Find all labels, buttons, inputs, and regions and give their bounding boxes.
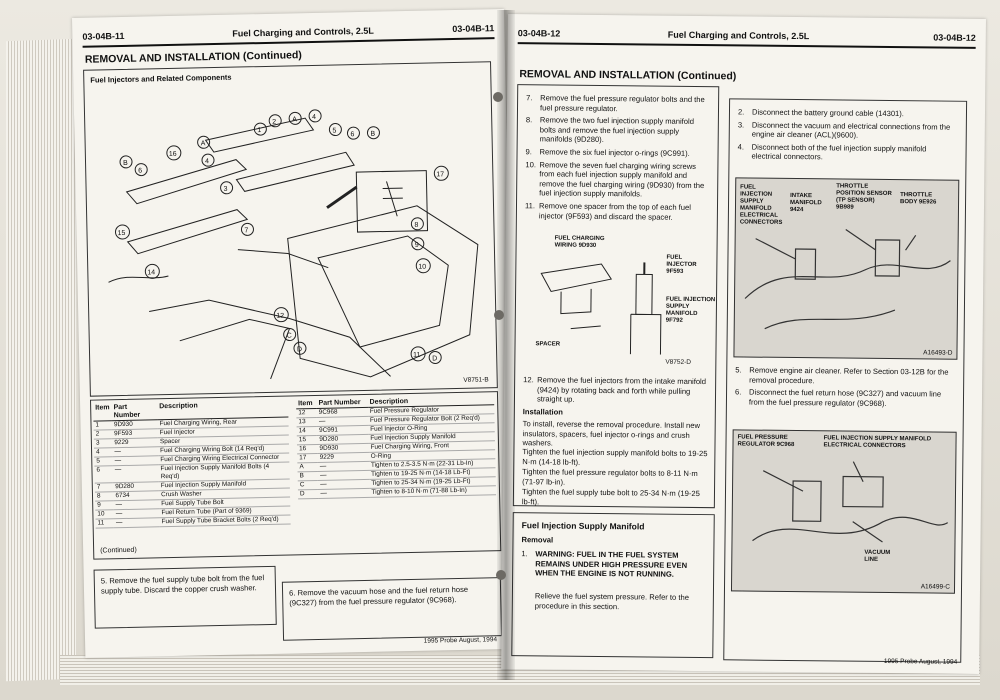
svg-text:5: 5 (332, 127, 337, 135)
step-12 (523, 375, 709, 409)
table-cell-item: 15 (297, 435, 318, 444)
step-text: Disconnect the fuel return hose (9C327) and vacuum line from the fuel pressure regulator (9C968). (748, 387, 942, 408)
page-footer: 1995 Probe August, 1994 (423, 636, 498, 645)
table-cell-item: 13 (296, 417, 317, 426)
table-cell-part: — (318, 461, 369, 471)
table-cell-part: 9D930 (112, 420, 158, 430)
table-cell-desc: Fuel Injection Supply Manifold (368, 432, 495, 444)
svg-text:14: 14 (147, 269, 156, 277)
page-code: 03-04B-12 (517, 28, 561, 39)
step-text: Remove the fuel pressure regulator bolts and the fuel pressure regulator. (539, 93, 705, 113)
label-connectors: FUEL INJECTION SUPPLY MANIFOLD ELECTRICAL CONNECTORS (739, 184, 783, 226)
page-header-title: Fuel Charging and Controls, 2.5L (232, 25, 374, 39)
parts-table-right (296, 396, 496, 499)
table-cell-item: 14 (297, 426, 318, 435)
page-header-title: Fuel Charging and Controls, 2.5L (667, 29, 810, 42)
page-code: 03-04B-11 (82, 30, 125, 42)
svg-text:2: 2 (272, 118, 277, 126)
column-1-box (513, 84, 719, 508)
step-number: 1. (521, 549, 528, 559)
box-subtitle: Removal (521, 535, 554, 545)
label-pressure-regulator: FUEL PRESSURE REGULATOR 9C968 (737, 434, 795, 449)
col-item: Item (93, 404, 112, 421)
step-number: 8. (525, 115, 533, 125)
table-cell-item: 9 (95, 501, 114, 510)
step-number: 10. (525, 159, 537, 169)
table-cell-item: B (298, 471, 319, 480)
svg-text:A: A (292, 116, 297, 124)
step-number: 9. (525, 147, 532, 157)
step-number: 6. (735, 387, 742, 397)
table-cell-part: 9229 (112, 438, 158, 448)
procedure-step (525, 201, 711, 222)
table-cell-item: 6 (94, 466, 113, 483)
table-cell-item: 16 (297, 444, 318, 453)
table-cell-desc: Fuel Return Tube (Part of 9369) (159, 506, 290, 518)
page-code-right: 03-04B-12 (933, 32, 976, 43)
step-text: Disconnect the battery ground cable (14301). (751, 107, 904, 119)
step-text: Remove one spacer from the top of each fuel injector (9F593) and discard the spacer. (538, 201, 692, 222)
procedure-step (738, 120, 958, 141)
step-6-box (282, 577, 502, 641)
label-spacer: SPACER (535, 341, 561, 348)
col-desc: Description (157, 401, 288, 420)
step-text: Remove the vacuum hose and the fuel return hose (9C327) from the fuel pressure regulator (9C968). (289, 584, 469, 608)
svg-text:7: 7 (244, 227, 249, 235)
regulator-photo-drawing (732, 430, 956, 592)
page-edges-left (6, 39, 76, 681)
svg-text:8: 8 (414, 221, 419, 229)
table-cell-desc: Fuel Charging Wiring, Front (368, 441, 495, 453)
label-connectors: FUEL INJECTION SUPPLY MANIFOLD ELECTRICAL CONNECTORS (823, 435, 932, 450)
table-cell-item: 1 (93, 421, 112, 430)
svg-text:6: 6 (350, 131, 355, 139)
table-cell-part: — (114, 518, 160, 528)
box-title: Fuel Injection Supply Manifold (521, 520, 645, 532)
svg-text:3: 3 (223, 185, 228, 193)
table-cell-part: — (318, 470, 369, 480)
air-cleaner-photo (733, 177, 959, 359)
step-number: 12. (523, 375, 534, 385)
col-desc: Description (368, 396, 495, 407)
table-cell-desc: Fuel Injection Supply Manifold Bolts (4 Req'd) (158, 462, 289, 482)
procedure-step (526, 147, 712, 159)
procedure-step (738, 107, 958, 119)
binder-hole (493, 92, 503, 102)
supply-manifold-box (511, 512, 714, 658)
table-cell-desc: Fuel Supply Tube Bolt (159, 497, 290, 509)
svg-text:11: 11 (413, 351, 421, 359)
table-cell-desc: Fuel Supply Tube Bracket Bolts (2 Req'd) (160, 515, 291, 527)
col-part: Part Number (316, 399, 367, 409)
step-text: Disconnect both of the fuel injection supply manifold electrical connectors. (751, 142, 927, 162)
table-cell-part: — (113, 456, 159, 466)
table-cell-item: C (298, 480, 319, 489)
table-cell-desc: Spacer (158, 435, 289, 447)
table-cell-desc: Tighten to 19-25 N·m (14-18 Lb-Ft) (369, 468, 496, 480)
step-number: 5. (735, 365, 742, 375)
table-cell-item: A (297, 462, 318, 471)
install-text-3: Tighten the fuel pressure regulator bolts to 8-11 N·m (71-97 lb-in). (522, 467, 698, 487)
table-cell-part: — (112, 447, 158, 457)
table-cell-part: 9C968 (317, 407, 368, 417)
table-cell-item: 3 (94, 439, 113, 448)
diagram-box (83, 61, 498, 396)
figure-id: A16493-D (923, 349, 953, 357)
procedure-step (526, 93, 712, 114)
steps-5-6 (735, 365, 955, 412)
label-fuel-charging-wiring: FUEL CHARGING WIRING 9D930 (554, 235, 605, 249)
step-text: Remove the fuel injectors from the intake manifold (9424) by rotating back and forth while pulling straight up. (536, 375, 707, 404)
table-cell-desc: Fuel Charging Wiring Bolt (14 Req'd) (158, 444, 289, 456)
binder-hole (494, 310, 504, 320)
continued-note: (Continued) (100, 546, 137, 555)
step-number: 11. (524, 201, 536, 211)
label-fuel-injector: FUEL INJECTOR 9F593 (666, 254, 697, 275)
svg-text:D: D (432, 355, 438, 363)
table-cell-desc: Fuel Injector (158, 426, 289, 438)
warning-body: Relieve the fuel system pressure. Refer to the procedure in this section. (534, 591, 690, 611)
table-cell-item: 4 (94, 448, 113, 457)
table-cell-part: 6734 (113, 491, 159, 501)
table-cell-part: — (318, 488, 369, 498)
step-number: 7. (526, 93, 533, 103)
table-cell-part: 9D280 (317, 434, 368, 444)
svg-text:15: 15 (117, 229, 126, 238)
procedure-step (526, 115, 712, 146)
table-cell-item: 2 (94, 430, 113, 439)
svg-text:B: B (370, 130, 376, 138)
step-number: 4. (737, 142, 745, 152)
step-5-box (94, 566, 277, 629)
table-cell-part: 9D930 (317, 443, 368, 453)
svg-text:9: 9 (414, 241, 419, 249)
svg-text:1: 1 (257, 127, 262, 135)
step-text: Remove the six fuel injector o-rings (9C991). (539, 147, 690, 158)
section-title: REMOVAL AND INSTALLATION (Continued) (519, 68, 737, 83)
col-part: Part Number (112, 403, 158, 420)
parts-table-left (93, 401, 291, 529)
table-cell-item: 7 (95, 483, 114, 492)
page-footer: 1995 Probe August, 1994 (883, 657, 958, 666)
svg-text:B: B (122, 159, 128, 167)
table-cell-desc: Fuel Injection Supply Manifold (159, 479, 290, 491)
figure-id: V8752-D (665, 358, 692, 366)
step-number: 2. (737, 107, 745, 117)
injector-spacer-diagram (520, 233, 711, 355)
svg-text:4: 4 (204, 158, 210, 166)
table-cell-desc: Tighten to 2.5-3.5 N·m (22-31 Lb-In) (369, 459, 496, 471)
steps-7-11 (525, 93, 712, 225)
table-cell-desc: Fuel Charging Wiring, Rear (157, 417, 288, 429)
install-text-4: Tighten the fuel supply tube bolt to 25-34 N·m (19-25 lb-ft). (521, 487, 700, 506)
step-text: Remove the two fuel injection supply manifold bolts and remove the fuel injection supply manifolds (9D280). (539, 115, 695, 145)
table-cell-desc: Fuel Charging Wiring Electrical Connector (158, 453, 289, 465)
binder-hole (496, 570, 506, 580)
svg-text:A: A (200, 140, 206, 148)
warning-text: WARNING: FUEL IN THE FUEL SYSTEM REMAINS UNDER HIGH PRESSURE EVEN WHEN THE ENGINE IS NOT RUNNING. (535, 549, 688, 579)
table-cell-part: 9C991 (317, 425, 368, 435)
table-cell-part: — (113, 465, 159, 483)
step-text: Disconnect the vacuum and electrical connections from the engine air cleaner (ACL)(9600). (751, 120, 951, 140)
install-text-2: Tighten the fuel injection supply manifold bolts to 19-25 N·m (14-18 lb-ft). (522, 447, 708, 467)
svg-text:12: 12 (276, 312, 285, 320)
svg-text:6: 6 (138, 167, 143, 175)
label-throttle-body: THROTTLE BODY 9E926 (900, 192, 937, 206)
table-cell-item: 11 (95, 519, 114, 528)
section-title: REMOVAL AND INSTALLATION (Continued) (84, 49, 302, 66)
table-cell-item: 8 (95, 492, 114, 501)
table-cell-item: 10 (95, 510, 114, 519)
svg-text:C: C (286, 332, 292, 340)
page-code-right: 03-04B-11 (452, 23, 495, 35)
table-cell-part: — (317, 416, 368, 426)
table-cell-item: D (298, 489, 319, 498)
table-cell-part: — (114, 509, 160, 519)
regulator-photo (731, 429, 957, 593)
svg-text:4: 4 (312, 113, 317, 121)
figure-id: A16499-C (920, 583, 951, 591)
right-page (501, 14, 986, 674)
procedure-step (525, 160, 711, 200)
label-tp-sensor: THROTTLE POSITION SENSOR (TP SENSOR) 9B989 (835, 183, 892, 211)
svg-text:17: 17 (436, 171, 445, 179)
table-cell-desc: Tighten to 25-34 N·m (19-25 Lb-Ft) (369, 477, 496, 489)
column-2-box (723, 98, 967, 662)
table-cell-desc: O-Ring (369, 450, 496, 462)
step-text: Remove engine air cleaner. Refer to Section 03-12B for the removal procedure. (749, 365, 949, 385)
col-item: Item (296, 400, 317, 409)
installation-heading: Installation (522, 407, 563, 417)
step-number: 3. (737, 120, 745, 130)
table-cell-part: 9D280 (113, 482, 159, 492)
procedure-step (737, 142, 957, 163)
svg-text:16: 16 (168, 150, 177, 159)
table-cell-item: 5 (94, 457, 113, 466)
step-number: 6. (288, 588, 296, 598)
table-cell-part: — (318, 479, 369, 489)
table-cell-part: 9229 (318, 452, 369, 462)
table-cell-part: — (114, 500, 160, 510)
table-cell-item: 17 (297, 453, 318, 462)
label-intake-manifold: INTAKE MANIFOLD 9424 (789, 192, 822, 214)
step-text: Remove the seven fuel charging wiring screws from each fuel injection supply manifold and remove the fuel charging wiring (9D930) from the fuel injection supply manifolds. (539, 159, 705, 199)
step-text: Remove the fuel supply tube bolt from the fuel supply tube. Discard the copper crush washer. (100, 573, 265, 596)
fuel-injector-exploded-diagram (84, 74, 496, 392)
svg-text:D: D (296, 346, 303, 354)
steps-2-4 (737, 107, 958, 166)
label-supply-manifold: FUEL INJECTION SUPPLY MANIFOLD 9F792 (665, 296, 716, 324)
figure-caption: Fuel Injectors and Related Components (90, 72, 232, 85)
table-cell-desc: Crush Washer (159, 488, 290, 500)
parts-table-box (90, 391, 501, 560)
label-vacuum-line: VACUUM LINE (864, 549, 891, 563)
table-cell-desc: Fuel Injector O-Ring (368, 423, 495, 435)
table-cell-part: 9F593 (112, 429, 158, 439)
svg-text:10: 10 (418, 263, 427, 271)
table-cell-desc: Tighten to 8-10 N·m (71-88 Lb-In) (369, 486, 496, 498)
procedure-step (735, 388, 955, 409)
left-page (72, 9, 517, 658)
table-cell-item: 12 (296, 408, 317, 417)
install-text-1: To install, reverse the removal procedure. Install new insulators, spacers, fuel injector o-rings and crush washers. (522, 419, 701, 448)
figure-id: V8751-B (463, 376, 489, 384)
step-number: 5. (100, 576, 108, 586)
table-cell-desc: Fuel Pressure Regulator (368, 405, 495, 417)
table-cell-desc: Fuel Pressure Regulator Bolt (2 Req'd) (368, 414, 495, 426)
procedure-step (735, 365, 955, 386)
